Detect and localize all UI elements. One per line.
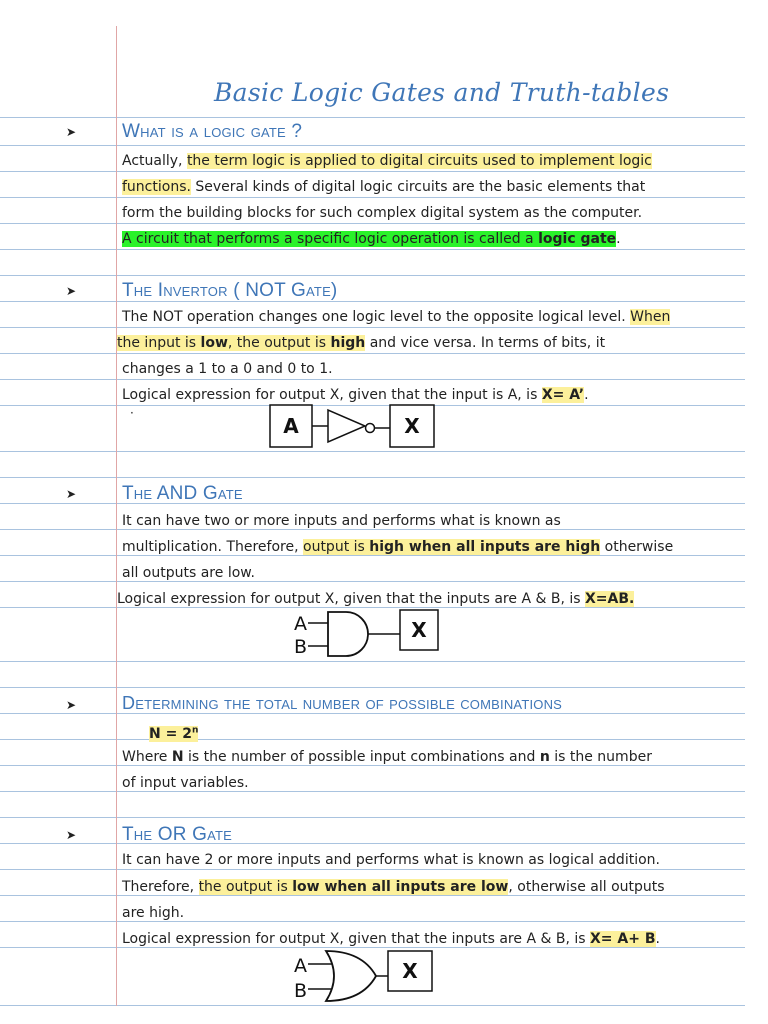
ruled-line [0,921,745,922]
or-line-3: are high. [122,905,185,921]
and-line-2: multiplication. Therefore, output is high when all inputs are high otherwise [122,539,674,555]
not-line-2: the input is low, the output is high and vice versa. In terms of bits, it [117,335,606,351]
bullet-arrow-icon: ➤ [66,698,77,712]
inverter-bubble [366,424,375,433]
not-output-label: X [404,414,420,438]
and-input-b-label: B [294,636,308,658]
bullet-arrow-icon: ➤ [66,284,77,298]
ruled-line [0,581,745,582]
not-line-3: changes a 1 to a 0 and 0 to 1. [122,361,333,377]
or-input-a-label: A [294,955,307,977]
combinations-formula: $N = 2^n$ [149,725,199,742]
ruled-line [0,843,745,844]
ruled-line [0,145,745,146]
ruled-line [0,327,745,328]
ruled-line [0,249,745,250]
not-line-4: Logical expression for output X, given that the input is A, is X= A’. [122,387,589,403]
not-gate-diagram [268,403,440,451]
ruled-line [0,791,745,792]
heading-what-is-logic-gate: What is a logic gate ? [122,121,303,142]
what-is-line-4: A circuit that performs a specific logic operation is called a logic gate. [122,231,621,247]
heading-or-gate: The OR Gate [122,824,233,845]
not-line-1: The NOT operation changes one logic level to the opposite logical level. When [122,309,671,325]
ruled-line [0,451,745,452]
and-gate-symbol [328,612,368,656]
page-title: Basic Logic Gates and Truth-tables [214,78,670,107]
ruled-line [0,869,745,870]
bullet-arrow-icon: ➤ [66,487,77,501]
what-is-line-3: form the building blocks for such complex digital system as the computer. [122,205,643,221]
margin-line [116,26,117,1006]
ruled-line [0,171,745,172]
stray-dot: · [130,406,134,420]
bullet-arrow-icon: ➤ [66,828,77,842]
or-line-2: Therefore, the output is low when all inputs are low, otherwise all outputs [122,879,665,895]
bullet-arrow-icon: ➤ [66,125,77,139]
ruled-line [0,197,745,198]
what-is-line-2: functions. Several kinds of digital logic circuits are the basic elements that [122,179,646,195]
ruled-line [0,1005,745,1006]
heading-combinations: Determining the total number of possible combinations [122,693,563,713]
ruled-line [0,353,745,354]
ruled-line [0,503,745,504]
ruled-line [0,687,745,688]
or-gate-diagram [290,947,438,1005]
ruled-line [0,739,745,740]
or-line-4: Logical expression for output X, given that the inputs are A & B, is X= A+ B. [122,931,660,947]
ruled-line [0,661,745,662]
and-line-3: all outputs are low. [122,565,255,581]
ruled-line [0,817,745,818]
combinations-line-2: of input variables. [122,775,249,791]
and-line-1: It can have two or more inputs and performs what is known as [122,513,561,529]
or-line-1: It can have 2 or more inputs and performs what is known as logical addition. [122,852,660,868]
ruled-line [0,117,745,118]
or-input-b-label: B [294,980,308,1002]
heading-and-gate: The AND Gate [122,483,243,504]
combinations-line-1: Where N is the number of possible input combinations and n is the number [122,749,652,765]
heading-not-gate: The Invertor ( NOT Gate) [122,280,338,301]
ruled-line [0,301,745,302]
what-is-line-1: Actually, the term logic is applied to digital circuits used to implement logic [122,153,652,169]
or-gate-symbol [326,951,376,1001]
or-output-label: X [402,959,418,983]
ruled-line [0,477,745,478]
and-input-a-label: A [294,613,307,635]
and-line-4: Logical expression for output X, given that the inputs are A & B, is X=AB. [117,591,635,607]
and-gate-diagram [290,607,442,659]
not-gate-symbol [328,410,365,442]
ruled-line [0,223,745,224]
not-input-label: A [283,414,299,438]
ruled-line [0,379,745,380]
ruled-line [0,275,745,276]
and-output-label: X [411,618,427,642]
